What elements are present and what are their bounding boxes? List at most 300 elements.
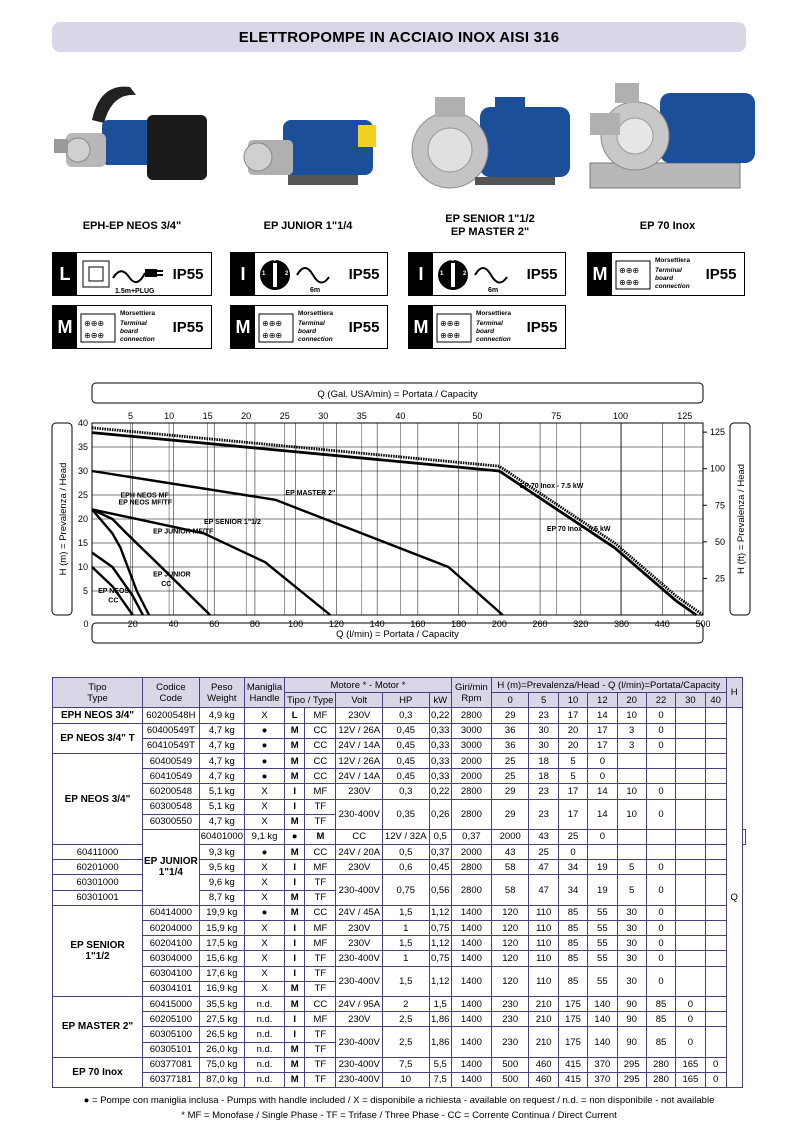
cell-head: 0 <box>646 784 675 799</box>
right-tick-label: 75 <box>714 500 725 511</box>
cell-head: 25 <box>491 753 529 768</box>
switch-pos-2: 2 <box>463 271 467 277</box>
cell-model: EPH NEOS 3/4" <box>53 708 143 723</box>
cell-handle: n.d. <box>245 1012 285 1027</box>
cell-current-type: MF <box>305 1012 336 1027</box>
ip-rating: IP55 <box>172 265 204 283</box>
cell-head: 58 <box>491 860 529 875</box>
curve-label-7: EP SENIOR 1"1/2 <box>204 518 261 526</box>
col-q-22: 22 <box>646 693 675 708</box>
col-q-30: 30 <box>676 693 705 708</box>
cell-head: 90 <box>617 996 646 1011</box>
terminal-board-icon <box>612 253 698 295</box>
col-h: H <box>726 678 742 708</box>
cell-head <box>705 723 726 738</box>
cell-phase-letter: I <box>285 784 305 799</box>
cell-phase-letter: M <box>285 981 305 996</box>
table-row <box>53 1057 746 1072</box>
cell-head: 140 <box>588 1012 617 1027</box>
curve-label-1: CC <box>108 597 119 605</box>
cell-hp: 1,5 <box>383 905 430 920</box>
cell-head: 175 <box>558 1012 587 1027</box>
cell-weight: 5,1 kg <box>199 784 244 799</box>
cell-head: 0 <box>676 1012 705 1027</box>
cell-weight: 4,7 kg <box>199 753 244 768</box>
cell-head: 165 <box>676 1057 705 1072</box>
cell-rpm: 3000 <box>451 723 491 738</box>
cell-head <box>617 829 646 844</box>
cell-head: 175 <box>558 1027 587 1057</box>
cell-volt: 230-400V <box>336 951 383 966</box>
cell-head: 0 <box>705 1057 726 1072</box>
cell-head: 17 <box>558 708 587 723</box>
top-tick-label: 35 <box>356 411 367 421</box>
table-row <box>53 753 746 768</box>
cell-weight: 9,1 kg <box>245 829 285 844</box>
cell-rpm: 2800 <box>451 875 491 905</box>
cell-volt: 230-400V <box>336 875 383 905</box>
cell-head: 14 <box>588 799 617 829</box>
cell-hp: 0,75 <box>383 875 430 905</box>
cell-head <box>705 905 726 920</box>
cell-code: 60304000 <box>143 951 200 966</box>
cell-head: 90 <box>617 1027 646 1057</box>
curve-label-10: EP 70 Inox - 5.5 kW <box>546 526 611 533</box>
cell-head: 17 <box>558 799 587 829</box>
cell-handle: X <box>245 951 285 966</box>
cell-head: 20 <box>558 723 587 738</box>
top-tick-label: 75 <box>551 411 562 421</box>
col-type: Tipo Type <box>53 678 143 708</box>
cell-head <box>676 966 705 996</box>
top-tick-label: 10 <box>164 411 175 421</box>
terminal-label-2: board <box>476 328 495 335</box>
col-q-10: 10 <box>558 693 587 708</box>
cell-head: 85 <box>558 951 587 966</box>
cell-handle: ● <box>245 753 285 768</box>
cell-hp: 0,45 <box>383 723 430 738</box>
top-tick-label: 125 <box>677 411 693 421</box>
cell-head: 20 <box>558 738 587 753</box>
cell-code: 60204000 <box>143 921 200 936</box>
cell-handle: ● <box>245 905 285 920</box>
curve-label-6: EP JUNIOR MF/TF <box>153 528 214 536</box>
cell-phase-letter: I <box>285 799 305 814</box>
top-axis-title: Q (Gal. USA/min) = Portata / Capacity <box>317 389 478 400</box>
cell-rpm: 1400 <box>451 996 491 1011</box>
badge-senior-switch <box>408 252 566 296</box>
cell-handle: X <box>245 890 285 905</box>
cell-head: 370 <box>588 1072 617 1087</box>
cell-head <box>676 799 705 829</box>
cell-head: 23 <box>529 799 558 829</box>
switch-pos-1: 1 <box>262 271 266 277</box>
cell-volt: 230V <box>336 708 383 723</box>
cell-code: 60401000 <box>199 829 244 844</box>
cell-handle: n.d. <box>245 1057 285 1072</box>
cell-rpm: 2800 <box>451 784 491 799</box>
cell-phase-letter: M <box>285 814 305 829</box>
cell-handle: X <box>245 799 285 814</box>
cell-model: EP NEOS 3/4" <box>53 753 143 844</box>
terminal-label-2: board <box>120 328 139 335</box>
cell-head: 120 <box>491 921 529 936</box>
cell-rpm: 3000 <box>451 738 491 753</box>
cell-handle: X <box>245 814 285 829</box>
cell-head: 36 <box>491 723 529 738</box>
cell-code: 60414000 <box>143 905 200 920</box>
cell-volt: 230-400V <box>336 1027 383 1057</box>
cell-phase-letter: I <box>285 860 305 875</box>
cell-phase-letter: L <box>285 708 305 723</box>
cell-weight: 15,6 kg <box>199 951 244 966</box>
cell-head: 23 <box>529 784 558 799</box>
cell-current-type: TF <box>305 966 336 981</box>
cell-code: 60400549T <box>143 723 200 738</box>
cell-head <box>742 829 745 844</box>
cell-phase-letter: M <box>285 996 305 1011</box>
bottom-tick-label: 40 <box>168 619 179 629</box>
eph-neos-pump-image <box>52 75 212 205</box>
cell-head: 0 <box>558 845 587 860</box>
cell-head: 5 <box>558 769 587 784</box>
cell-head <box>705 966 726 996</box>
left-tick-label: 25 <box>77 490 88 500</box>
cell-head: 0 <box>676 996 705 1011</box>
cell-handle: n.d. <box>245 996 285 1011</box>
cell-phase-letter: M <box>285 1072 305 1087</box>
col-code: Codice Code <box>143 678 200 708</box>
cell-kw: 0,37 <box>451 829 491 844</box>
bottom-tick-label: 20 <box>127 619 138 629</box>
svg-text:⊕⊕⊕: ⊕⊕⊕ <box>84 319 105 328</box>
cell-head: 5 <box>617 860 646 875</box>
cell-current-type: CC <box>305 845 336 860</box>
cell-head: 0 <box>588 769 617 784</box>
col-handle: Maniglia Handle <box>245 678 285 708</box>
cell-weight: 5,1 kg <box>199 799 244 814</box>
top-tick-label: 40 <box>395 411 406 421</box>
cell-head: 460 <box>529 1072 558 1087</box>
cell-hp: 0,45 <box>383 738 430 753</box>
svg-text:⊕⊕⊕: ⊕⊕⊕ <box>619 266 640 275</box>
left-tick-label: 20 <box>77 514 88 524</box>
cell-head: 14 <box>588 784 617 799</box>
left-tick-label: 40 <box>77 418 88 428</box>
cell-head: 25 <box>529 845 558 860</box>
cell-rpm: 2000 <box>451 769 491 784</box>
cell-head: 85 <box>558 905 587 920</box>
cell-head: 0 <box>588 753 617 768</box>
cell-hp: 10 <box>383 1072 430 1087</box>
cell-rpm: 1400 <box>451 936 491 951</box>
cell-head: 55 <box>588 921 617 936</box>
cell-phase-letter: I <box>285 936 305 951</box>
cell-head: 0 <box>646 708 675 723</box>
cell-hp: 1 <box>383 921 430 936</box>
cell-weight: 17,5 kg <box>199 936 244 951</box>
cell-head: 29 <box>491 784 529 799</box>
cell-head: 55 <box>588 905 617 920</box>
cell-head <box>705 921 726 936</box>
cell-handle: n.d. <box>245 1042 285 1057</box>
cell-head: 280 <box>646 1072 675 1087</box>
cell-kw: 0,33 <box>429 769 451 784</box>
left-tick-label: 10 <box>77 562 88 572</box>
curve-label-2: EP JUNIOR <box>153 571 191 579</box>
cell-phase-letter: I <box>285 921 305 936</box>
cell-volt: 230-400V <box>336 1072 383 1087</box>
cell-kw: 1,86 <box>429 1012 451 1027</box>
cell-handle: n.d. <box>245 1027 285 1042</box>
cell-volt: 230V <box>336 921 383 936</box>
cell-head: 47 <box>529 860 558 875</box>
cell-handle: X <box>245 921 285 936</box>
spec-table <box>52 677 746 1088</box>
cell-head: 110 <box>529 951 558 966</box>
bottom-tick-label: 120 <box>328 619 344 629</box>
cell-head <box>676 921 705 936</box>
cell-rpm: 1400 <box>451 905 491 920</box>
cell-hp: 1,5 <box>383 966 430 996</box>
cell-phase-letter: I <box>285 951 305 966</box>
cell-head: 5 <box>558 753 587 768</box>
origin-label: 0 <box>83 619 89 629</box>
cell-volt: 12V / 32A <box>383 829 430 844</box>
cell-model: EP SENIOR 1"1/2 <box>53 905 143 996</box>
cell-head: 43 <box>529 829 558 844</box>
product-label-senior: EP SENIOR 1"1/2 <box>445 213 535 225</box>
cell-head: 85 <box>646 1012 675 1027</box>
curve-label-4: EPH NEOS MF <box>120 492 169 500</box>
table-row <box>53 951 746 966</box>
terminal-board-icon <box>77 306 165 348</box>
cell-model: EP MASTER 2" <box>53 996 143 1057</box>
cell-kw: 1,5 <box>429 996 451 1011</box>
performance-chart <box>40 380 760 645</box>
cell-head <box>676 708 705 723</box>
badge-senior-terminal <box>408 305 566 349</box>
cell-volt: 230V <box>336 1012 383 1027</box>
cell-weight: 27,5 kg <box>199 1012 244 1027</box>
cell-kw: 1,12 <box>429 966 451 996</box>
col-q-40: 40 <box>705 693 726 708</box>
table-row <box>53 1072 746 1087</box>
cell-volt: 24V / 14A <box>336 769 383 784</box>
cell-hp: 2 <box>383 996 430 1011</box>
cell-head <box>676 769 705 784</box>
cell-head: 110 <box>529 936 558 951</box>
terminal-label-3: connection <box>655 283 690 290</box>
cell-hp: 0,5 <box>429 829 451 844</box>
cell-code: 60377181 <box>143 1072 200 1087</box>
ep-senior-pump-image <box>405 92 575 207</box>
ep-junior-pump-image <box>228 105 388 205</box>
cell-head: 0 <box>646 799 675 829</box>
badge-neos-plug <box>52 252 212 296</box>
cell-handle: ● <box>245 769 285 784</box>
cell-handle: X <box>245 875 285 890</box>
cell-handle: ● <box>245 723 285 738</box>
bottom-tick-label: 60 <box>209 619 220 629</box>
cell-head: 120 <box>491 966 529 996</box>
cell-code: 60400549 <box>143 753 200 768</box>
cell-head: 230 <box>491 1027 529 1057</box>
cell-rpm: 1400 <box>451 951 491 966</box>
cell-head: 140 <box>588 996 617 1011</box>
cell-head: 0 <box>646 921 675 936</box>
cell-head: 295 <box>617 1057 646 1072</box>
cell-kw: 0,75 <box>429 921 451 936</box>
table-row <box>53 966 746 981</box>
cell-current-type: TF <box>305 1072 336 1087</box>
cell-head: 58 <box>491 875 529 905</box>
cell-handle: X <box>245 860 285 875</box>
cell-head: 0 <box>646 738 675 753</box>
cell-hp: 0,5 <box>383 845 430 860</box>
cell-head: 85 <box>646 996 675 1011</box>
cell-head: 120 <box>491 951 529 966</box>
svg-text:⊕⊕⊕: ⊕⊕⊕ <box>262 319 283 328</box>
cell-q-letter: Q <box>726 708 742 1088</box>
cell-head: 3 <box>617 738 646 753</box>
cell-rpm: 2800 <box>451 860 491 875</box>
cell-head: 43 <box>491 845 529 860</box>
cell-phase-letter: M <box>285 890 305 905</box>
cell-code: 60410549 <box>143 769 200 784</box>
cell-handle: n.d. <box>245 1072 285 1087</box>
curve-label-5: EP NEOS MF/TF <box>118 499 173 507</box>
cell-volt: 230-400V <box>336 799 383 829</box>
table-row <box>53 769 746 784</box>
cell-hp: 7,5 <box>383 1057 430 1072</box>
cell-head <box>705 753 726 768</box>
cell-code: 60200548H <box>143 708 200 723</box>
cell-head: 30 <box>617 951 646 966</box>
cell-head <box>617 769 646 784</box>
cell-head <box>646 753 675 768</box>
curve-label-8: EP MASTER 2" <box>285 490 336 497</box>
cell-phase-letter: M <box>285 769 305 784</box>
cell-phase-letter: I <box>285 966 305 981</box>
cell-code: 60300548 <box>143 799 200 814</box>
cell-head: 0 <box>646 951 675 966</box>
cell-head: 85 <box>558 936 587 951</box>
badge-letter-M: M <box>53 306 77 348</box>
ip-rating: IP55 <box>526 265 558 283</box>
cell-code: 60301001 <box>53 890 143 905</box>
badge-letter-M: M <box>409 306 433 348</box>
cell-head: 110 <box>529 905 558 920</box>
cell-head: 18 <box>529 753 558 768</box>
cell-code: 60411000 <box>53 845 143 860</box>
morsettiera-label: Morsettiera <box>298 310 334 317</box>
cell-head: 19 <box>588 875 617 905</box>
cell-current-type: TF <box>305 1027 336 1042</box>
bottom-tick-label: 140 <box>369 619 385 629</box>
bottom-tick-label: 320 <box>573 619 589 629</box>
cell-head: 30 <box>617 966 646 996</box>
terminal-board-icon <box>433 306 519 348</box>
cell-rpm: 1400 <box>451 1072 491 1087</box>
cable-length: 6m <box>488 287 499 294</box>
terminal-label-2: board <box>655 275 674 282</box>
cell-volt: 230-400V <box>336 1057 383 1072</box>
cell-head: 165 <box>676 1072 705 1087</box>
cell-kw: 0,33 <box>429 738 451 753</box>
cell-weight: 8,7 kg <box>199 890 244 905</box>
cell-handle: ● <box>245 845 285 860</box>
cell-weight: 19,9 kg <box>199 905 244 920</box>
cell-volt: 24V / 20A <box>336 845 383 860</box>
cell-hp: 1 <box>383 951 430 966</box>
cell-rpm: 2000 <box>451 845 491 860</box>
bottom-tick-label: 260 <box>532 619 548 629</box>
cell-head: 175 <box>558 996 587 1011</box>
cell-rpm: 1400 <box>451 966 491 996</box>
table-row <box>53 996 746 1011</box>
cell-head: 10 <box>617 799 646 829</box>
cell-head <box>646 845 675 860</box>
cell-head: 0 <box>705 1072 726 1087</box>
top-tick-label: 100 <box>612 411 629 421</box>
cell-head: 120 <box>491 936 529 951</box>
cell-rpm: 2000 <box>451 753 491 768</box>
table-row <box>53 799 746 814</box>
cell-kw: 0,33 <box>429 723 451 738</box>
cell-head: 34 <box>558 860 587 875</box>
terminal-label-2: board <box>298 328 317 335</box>
table-row <box>53 936 746 951</box>
cell-kw: 0,45 <box>429 860 451 875</box>
terminal-label-1: Terminal <box>655 267 682 274</box>
svg-text:⊕⊕⊕: ⊕⊕⊕ <box>440 331 461 340</box>
footnote-handle: ● = Pompe con maniglia inclusa - Pumps with handle included / X = disponibile a richiesta - available on request / n.d. = non disponibile - not available <box>83 1095 715 1106</box>
cell-code: 60304100 <box>143 966 200 981</box>
badge-letter-M: M <box>588 253 612 295</box>
cell-head: 500 <box>491 1057 529 1072</box>
cell-current-type: CC <box>305 769 336 784</box>
cell-code: 60377081 <box>143 1057 200 1072</box>
cell-current-type: TF <box>305 981 336 996</box>
cell-code: 60200548 <box>143 784 200 799</box>
cell-head: 17 <box>588 738 617 753</box>
cell-volt: 230V <box>336 784 383 799</box>
bottom-tick-label: 160 <box>410 619 426 629</box>
cell-head: 29 <box>491 799 529 829</box>
table-row <box>53 708 746 723</box>
terminal-label-1: Terminal <box>476 320 503 327</box>
cell-handle: X <box>245 708 285 723</box>
cell-head: 85 <box>558 921 587 936</box>
cell-current-type: MF <box>305 936 336 951</box>
cell-head: 25 <box>491 769 529 784</box>
right-tick-label: 50 <box>714 536 725 547</box>
top-tick-label: 5 <box>128 411 134 421</box>
product-label-ep70: EP 70 Inox <box>639 220 696 232</box>
col-q-20: 20 <box>617 693 646 708</box>
col-motor: Motore * - Motor * <box>285 678 452 693</box>
cell-kw: 0,33 <box>429 753 451 768</box>
cell-volt: 230-400V <box>336 966 383 996</box>
cell-kw: 1,12 <box>429 936 451 951</box>
cell-head: 0 <box>676 1027 705 1057</box>
table-row <box>53 723 746 738</box>
cell-head <box>676 905 705 920</box>
cell-current-type: CC <box>305 723 336 738</box>
right-tick-label: 25 <box>714 573 725 584</box>
left-tick-label: 15 <box>77 538 88 548</box>
